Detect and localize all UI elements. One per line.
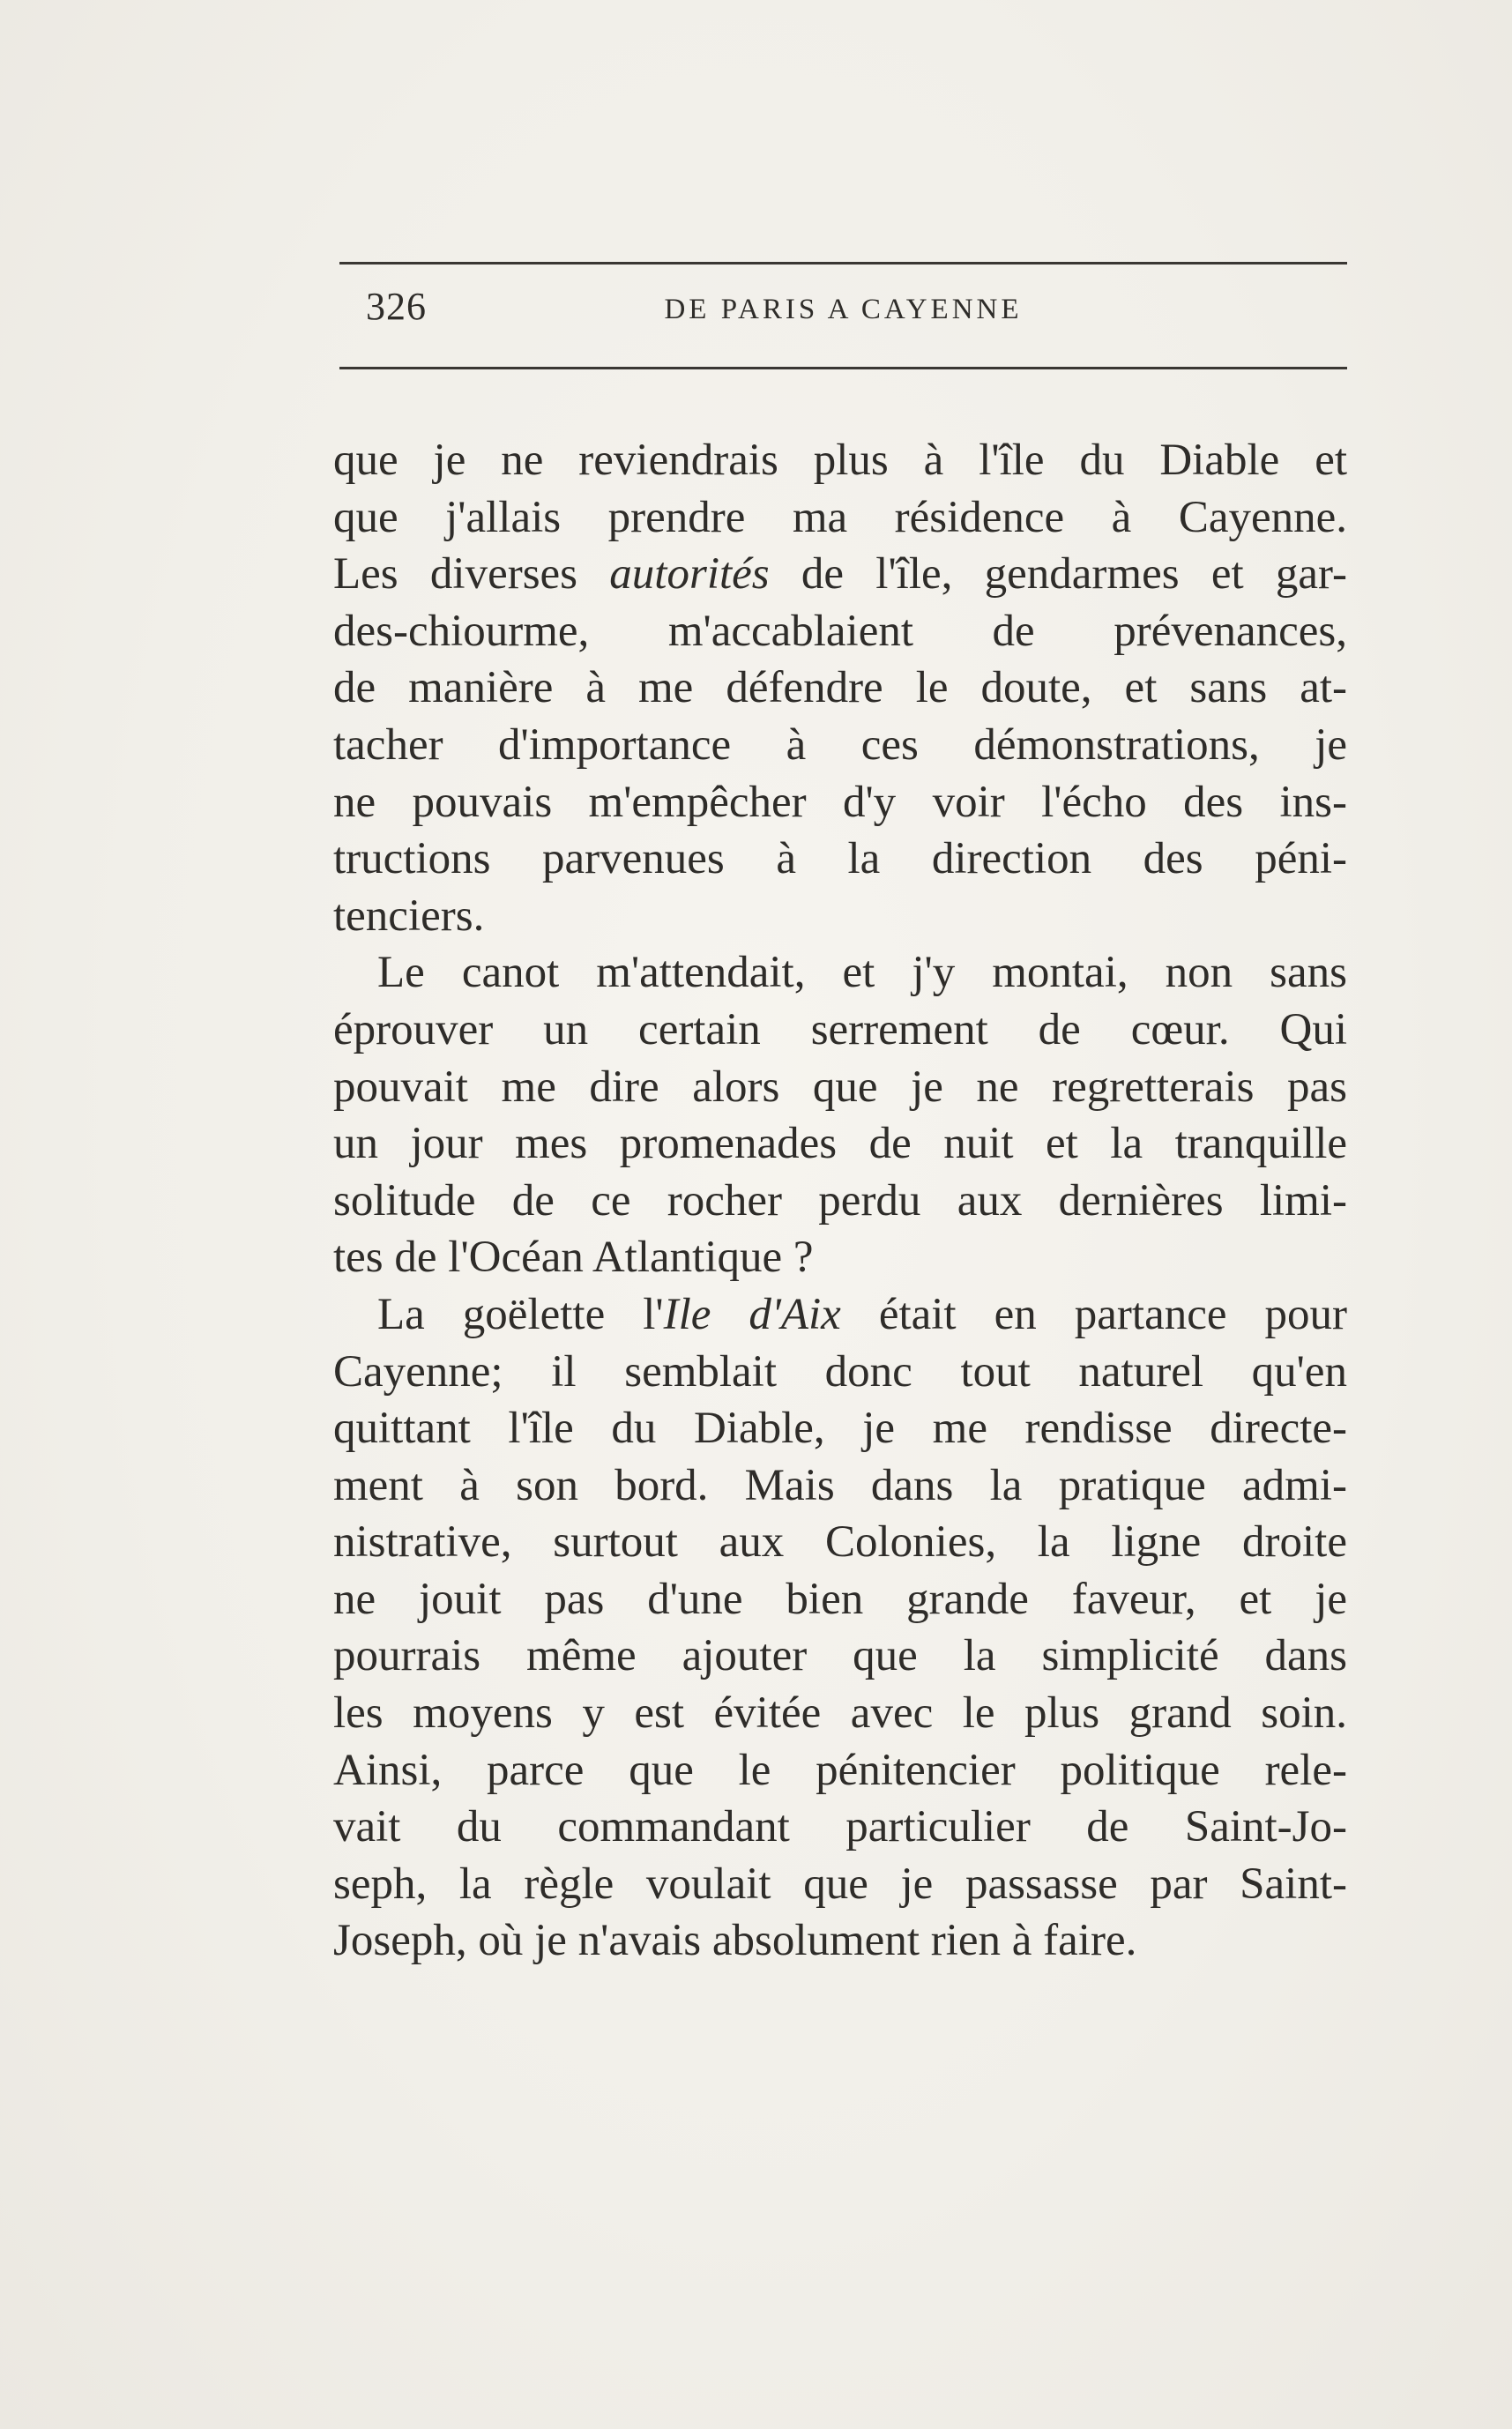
text-line (333, 1400, 1347, 1457)
running-header (339, 280, 1347, 351)
text-segment: que j'allais prendre ma résidence à Cayenne. (333, 492, 1347, 542)
text-segment: tacher d'importance à ces démonstrations, je (333, 719, 1347, 770)
text-line (333, 774, 1347, 831)
text-segment: La goëlette l' (377, 1289, 664, 1339)
text-line (333, 1856, 1347, 1913)
text-segment: de manière à me défendre le doute, et sans at- (333, 663, 1347, 713)
text-segment: éprouver un certain serrement de cœur. Qui (333, 1004, 1347, 1054)
paragraph (333, 1286, 1347, 1970)
text-line (333, 1059, 1347, 1116)
text-segment: un jour mes promenades de nuit et la tranquille (333, 1119, 1347, 1169)
text-line (333, 831, 1347, 888)
text-segment: les moyens y est évitée avec le plus grand soin. (333, 1688, 1347, 1739)
text-line (333, 1002, 1347, 1059)
page-number: 326 (366, 285, 427, 328)
text-line (333, 1115, 1347, 1173)
text-line (333, 1229, 1347, 1286)
text-line (333, 1912, 1347, 1970)
text-line (333, 432, 1347, 489)
paragraph (333, 432, 1347, 944)
text-line (333, 888, 1347, 945)
text-line (333, 1344, 1347, 1401)
text-segment: Cayenne; il semblait donc tout naturel qu'en (333, 1346, 1347, 1397)
text-line (333, 1799, 1347, 1856)
text-segment: pourrais même ajouter que la simplicité dans (333, 1631, 1347, 1681)
text-segment: Ainsi, parce que le pénitencier politique rele- (333, 1745, 1347, 1795)
running-title: DE PARIS A CAYENNE (664, 294, 1023, 325)
italic-text: Ile d'Aix (663, 1289, 841, 1339)
text-segment: solitude de ce rocher perdu aux dernières limi- (333, 1175, 1347, 1226)
text-line (333, 1286, 1347, 1344)
text-segment: des-chiourme, m'accablaient de prévenances, (333, 606, 1347, 656)
text-line (333, 659, 1347, 717)
text-segment: ment à son bord. Mais dans la pratique admi- (333, 1460, 1347, 1510)
paragraph (333, 944, 1347, 1286)
text-line (333, 489, 1347, 547)
header-rule-top (339, 262, 1347, 265)
text-segment: pouvait me dire alors que je ne regretterais pas (333, 1062, 1347, 1112)
text-segment: Joseph, où je n'avais absolument rien à faire. (333, 1916, 1137, 1966)
text-segment: était en partance pour (840, 1289, 1347, 1339)
body-text (333, 432, 1347, 1970)
text-segment: tenciers. (333, 890, 485, 941)
text-line (333, 944, 1347, 1002)
text-segment: ne jouit pas d'une bien grande faveur, et je (333, 1574, 1347, 1624)
text-line (333, 1742, 1347, 1799)
text-line (333, 1571, 1347, 1628)
text-line (333, 1173, 1347, 1230)
text-segment: nistrative, surtout aux Colonies, la ligne droite (333, 1517, 1347, 1568)
text-line (333, 717, 1347, 774)
header-rule-bottom (339, 367, 1347, 369)
text-line (333, 1457, 1347, 1515)
text-segment: vait du commandant particulier de Saint-Jo- (333, 1802, 1347, 1852)
text-segment: tructions parvenues à la direction des péni- (333, 834, 1347, 884)
text-line (333, 1514, 1347, 1571)
text-segment: seph, la règle voulait que je passasse par Saint- (333, 1859, 1347, 1909)
text-line (333, 1685, 1347, 1742)
text-segment: Le canot m'attendait, et j'y montai, non sans (377, 948, 1347, 998)
text-segment: ne pouvais m'empêcher d'y voir l'écho des ins- (333, 777, 1347, 827)
text-segment: de l'île, gendarmes et gar- (769, 549, 1347, 600)
text-segment: tes de l'Océan Atlantique ? (333, 1233, 814, 1283)
text-segment: que je ne reviendrais plus à l'île du Diable et (333, 436, 1347, 485)
text-segment: quittant l'île du Diable, je me rendisse directe- (333, 1404, 1347, 1454)
text-segment: Les diverses (333, 549, 610, 600)
text-line (333, 546, 1347, 603)
text-line (333, 1628, 1347, 1685)
italic-text: autorités (609, 549, 770, 600)
text-line (333, 603, 1347, 660)
